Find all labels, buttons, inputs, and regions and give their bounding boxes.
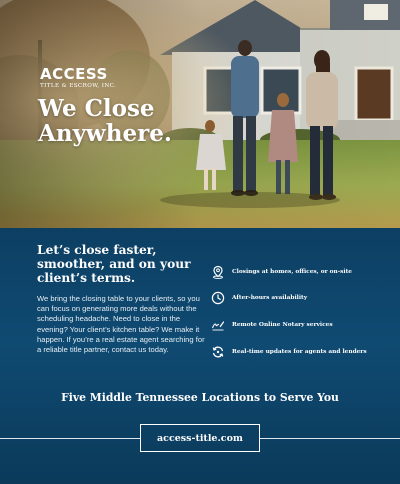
location-pin-icon: [211, 265, 225, 279]
locations-heading: Five Middle Tennessee Locations to Serve You: [61, 391, 339, 404]
website-link[interactable]: access-title.com: [140, 424, 260, 452]
panel-heading: Let’s close faster, smoother, and on your client’s terms.: [37, 243, 191, 285]
brand-logo: [40, 67, 116, 89]
feature-label: Closings at homes, offices, or on-site: [232, 269, 352, 275]
divider-left: [0, 438, 140, 439]
feature-item-ron: [211, 316, 391, 334]
clock-icon: [211, 291, 225, 305]
feature-label: Remote Online Notary services: [232, 322, 333, 328]
brand-subtitle: TITLE & ESCROW, INC.: [40, 83, 117, 89]
feature-item-updates: [211, 343, 391, 361]
brand-name: ACCESS: [40, 65, 108, 83]
feature-item-closings: [211, 263, 391, 281]
feature-label: After-hours availability: [232, 295, 308, 301]
refresh-icon: [211, 345, 225, 359]
info-panel: [0, 228, 400, 484]
divider-right: [260, 438, 400, 439]
feature-item-after-hours: [211, 289, 391, 307]
headline-line-1: We Close: [38, 95, 155, 122]
headline-line-2: Anywhere.: [38, 120, 172, 147]
hero-headline: [38, 96, 172, 146]
signature-icon: [211, 318, 225, 332]
feature-label: Real-time updates for agents and lenders: [232, 349, 367, 355]
hero-photo: [0, 0, 400, 228]
panel-body-text: We bring the closing table to your clients, so you can focus on generating more deals without the scheduling headache. Need to close in the evening? Your client’s kitchen table? We make it happen. If you’re a real estate agent searching for a reliable title partner, contact us today.: [37, 294, 205, 355]
